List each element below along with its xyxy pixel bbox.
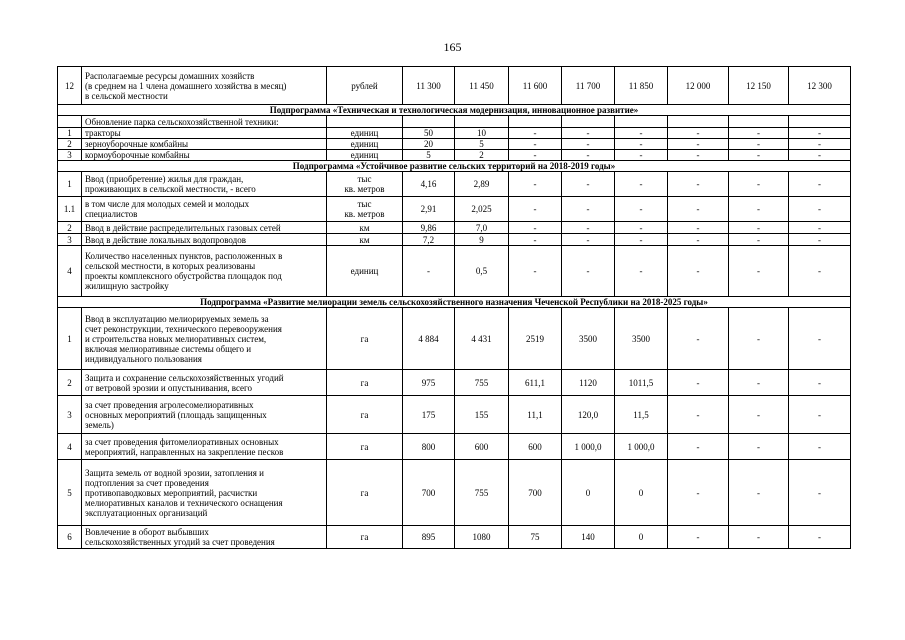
value-cell: -: [509, 234, 562, 246]
value-cell: -: [729, 128, 789, 139]
value-cell: -: [668, 396, 729, 434]
value-cell: 0: [562, 460, 615, 526]
value-cell: -: [729, 246, 789, 297]
value-cell: -: [562, 139, 615, 150]
value-cell: -: [509, 222, 562, 234]
value-cell: 895: [403, 526, 455, 549]
indicator-name: за счет проведения агролесомелиоративных основных мероприятий (площадь защищенных земель): [82, 396, 327, 434]
indicator-name: в том числе для молодых семей и молодых специалистов: [82, 197, 327, 222]
value-cell: [668, 116, 729, 128]
value-cell: 11 600: [509, 67, 562, 105]
table-row: [58, 128, 851, 139]
value-cell: 11 850: [615, 67, 668, 105]
value-cell: -: [789, 197, 851, 222]
indicator-name: Ввод (приобретение) жилья для граждан, проживающих в сельской местности, - всего: [82, 172, 327, 197]
value-cell: 12 150: [729, 67, 789, 105]
value-cell: -: [668, 370, 729, 396]
unit-cell: единиц: [327, 128, 403, 139]
indicator-name: Защита и сохранение сельскохозяйственных угодий от ветровой эрозии и опустынивания, всего: [82, 370, 327, 396]
value-cell: -: [729, 308, 789, 370]
value-cell: -: [562, 197, 615, 222]
value-cell: -: [789, 246, 851, 297]
value-cell: 7,0: [455, 222, 509, 234]
value-cell: -: [615, 197, 668, 222]
row-number: 2: [58, 370, 82, 396]
value-cell: -: [729, 150, 789, 161]
value-cell: -: [615, 128, 668, 139]
value-cell: [403, 116, 455, 128]
value-cell: 600: [509, 434, 562, 460]
value-cell: -: [668, 172, 729, 197]
value-cell: 611,1: [509, 370, 562, 396]
value-cell: 7,2: [403, 234, 455, 246]
value-cell: 11 300: [403, 67, 455, 105]
section-header-row: [58, 297, 851, 308]
indicators-table: [57, 66, 851, 549]
table-row: [58, 197, 851, 222]
value-cell: [562, 116, 615, 128]
value-cell: -: [789, 434, 851, 460]
value-cell: 755: [455, 370, 509, 396]
section-header-row: [58, 105, 851, 116]
value-cell: 2,025: [455, 197, 509, 222]
value-cell: 600: [455, 434, 509, 460]
row-number: 4: [58, 434, 82, 460]
value-cell: -: [729, 434, 789, 460]
table-row: [58, 460, 851, 526]
value-cell: 700: [403, 460, 455, 526]
value-cell: -: [668, 234, 729, 246]
value-cell: 755: [455, 460, 509, 526]
table-row: [58, 139, 851, 150]
value-cell: 2519: [509, 308, 562, 370]
value-cell: -: [729, 370, 789, 396]
value-cell: 1 000,0: [615, 434, 668, 460]
value-cell: -: [729, 197, 789, 222]
indicator-name: Количество населенных пунктов, расположенных в сельской местности, в которых реализованы проекты комплексного обустройства площадок под жилищную застройку: [82, 246, 327, 297]
value-cell: 700: [509, 460, 562, 526]
table-row: [58, 246, 851, 297]
indicator-name: Располагаемые ресурсы домашних хозяйств (в среднем на 1 члена домашнего хозяйства в месяц) в сельской местности: [82, 67, 327, 105]
table-row: [58, 434, 851, 460]
value-cell: 2,89: [455, 172, 509, 197]
indicator-name: Ввод в действие локальных водопроводов: [82, 234, 327, 246]
section-title: Подпрограмма «Устойчивое развитие сельских территорий на 2018-2019 годы»: [58, 161, 851, 172]
value-cell: 0: [615, 460, 668, 526]
value-cell: -: [729, 396, 789, 434]
value-cell: -: [668, 128, 729, 139]
section-header-row: [58, 161, 851, 172]
indicator-name: кормоуборочные комбайны: [82, 150, 327, 161]
value-cell: [615, 116, 668, 128]
indicator-name: тракторы: [82, 128, 327, 139]
value-cell: -: [789, 128, 851, 139]
value-cell: -: [789, 308, 851, 370]
value-cell: -: [562, 246, 615, 297]
row-number: 2: [58, 222, 82, 234]
value-cell: -: [562, 172, 615, 197]
value-cell: -: [668, 434, 729, 460]
table-row: [58, 150, 851, 161]
value-cell: -: [615, 234, 668, 246]
value-cell: 4,16: [403, 172, 455, 197]
unit-cell: га: [327, 526, 403, 549]
value-cell: -: [668, 139, 729, 150]
unit-cell: единиц: [327, 139, 403, 150]
value-cell: -: [562, 222, 615, 234]
value-cell: 975: [403, 370, 455, 396]
value-cell: 50: [403, 128, 455, 139]
table-row: [58, 222, 851, 234]
value-cell: -: [509, 172, 562, 197]
value-cell: -: [668, 460, 729, 526]
value-cell: 5: [403, 150, 455, 161]
value-cell: -: [789, 460, 851, 526]
value-cell: -: [729, 234, 789, 246]
value-cell: 3500: [615, 308, 668, 370]
value-cell: 0,5: [455, 246, 509, 297]
value-cell: -: [668, 246, 729, 297]
indicator-name: Ввод в действие распределительных газовых сетей: [82, 222, 327, 234]
value-cell: 140: [562, 526, 615, 549]
value-cell: -: [729, 222, 789, 234]
unit-cell: км: [327, 222, 403, 234]
unit-cell: тыс кв. метров: [327, 172, 403, 197]
value-cell: -: [668, 150, 729, 161]
table-row: [58, 234, 851, 246]
unit-cell: га: [327, 396, 403, 434]
table-row: [58, 308, 851, 370]
row-number: 6: [58, 526, 82, 549]
value-cell: -: [789, 222, 851, 234]
value-cell: 11 450: [455, 67, 509, 105]
value-cell: -: [562, 128, 615, 139]
value-cell: -: [615, 172, 668, 197]
value-cell: 10: [455, 128, 509, 139]
value-cell: -: [615, 139, 668, 150]
page-number: 165: [443, 40, 462, 54]
indicator-name: Защита земель от водной эрозии, затопления и подтопления за счет проведения противопаводковых мероприятий, расчистки мелиоративных каналов и технического оснащения эксплуатационных организаций: [82, 460, 327, 526]
value-cell: -: [668, 197, 729, 222]
table-body: [58, 67, 851, 549]
value-cell: -: [789, 150, 851, 161]
unit-cell: км: [327, 234, 403, 246]
value-cell: -: [509, 128, 562, 139]
value-cell: -: [668, 308, 729, 370]
indicator-name: Вовлечение в оборот выбывших сельскохозяйственных угодий за счет проведения: [82, 526, 327, 549]
unit-cell: га: [327, 460, 403, 526]
row-number: 12: [58, 67, 82, 105]
unit-cell: рублей: [327, 67, 403, 105]
value-cell: -: [729, 526, 789, 549]
indicator-name: за счет проведения фитомелиоративных основных мероприятий, направленных на закрепление песков: [82, 434, 327, 460]
value-cell: 11,1: [509, 396, 562, 434]
value-cell: 75: [509, 526, 562, 549]
row-number: 3: [58, 150, 82, 161]
value-cell: -: [789, 370, 851, 396]
row-number: 1: [58, 128, 82, 139]
section-title: Подпрограмма «Развитие мелиорации земель сельскохозяйственного назначения Чеченской Республики на 2018-2025 годы»: [58, 297, 851, 308]
value-cell: 4 431: [455, 308, 509, 370]
value-cell: 1 000,0: [562, 434, 615, 460]
value-cell: 2,91: [403, 197, 455, 222]
value-cell: 9,86: [403, 222, 455, 234]
value-cell: 175: [403, 396, 455, 434]
value-cell: 1080: [455, 526, 509, 549]
value-cell: 1011,5: [615, 370, 668, 396]
value-cell: -: [403, 246, 455, 297]
value-cell: -: [789, 234, 851, 246]
value-cell: -: [789, 172, 851, 197]
row-number: [58, 116, 82, 128]
unit-cell: единиц: [327, 150, 403, 161]
unit-cell: единиц: [327, 246, 403, 297]
row-number: 2: [58, 139, 82, 150]
value-cell: -: [789, 526, 851, 549]
value-cell: 12 300: [789, 67, 851, 105]
value-cell: 9: [455, 234, 509, 246]
value-cell: -: [729, 460, 789, 526]
unit-cell: [327, 116, 403, 128]
row-number: 3: [58, 396, 82, 434]
unit-cell: тыс кв. метров: [327, 197, 403, 222]
value-cell: 5: [455, 139, 509, 150]
table-row: [58, 370, 851, 396]
table-row: [58, 396, 851, 434]
indicator-name: зерноуборочные комбайны: [82, 139, 327, 150]
value-cell: -: [509, 197, 562, 222]
row-number: 1: [58, 172, 82, 197]
table-row: [58, 116, 851, 128]
value-cell: -: [562, 234, 615, 246]
value-cell: 12 000: [668, 67, 729, 105]
unit-cell: га: [327, 308, 403, 370]
value-cell: -: [509, 139, 562, 150]
indicator-name: Ввод в эксплуатацию мелиорируемых земель за счет реконструкции, технического перевооружения и строительства новых мелиоративных систем, включая мелиоративные системы общего и индивидуального пользования: [82, 308, 327, 370]
row-number: 3: [58, 234, 82, 246]
value-cell: [509, 116, 562, 128]
value-cell: -: [615, 246, 668, 297]
value-cell: -: [562, 150, 615, 161]
value-cell: -: [729, 172, 789, 197]
row-number: 4: [58, 246, 82, 297]
table-row: [58, 67, 851, 105]
value-cell: 20: [403, 139, 455, 150]
unit-cell: га: [327, 434, 403, 460]
value-cell: 4 884: [403, 308, 455, 370]
value-cell: 800: [403, 434, 455, 460]
value-cell: 11,5: [615, 396, 668, 434]
unit-cell: га: [327, 370, 403, 396]
row-number: 1: [58, 308, 82, 370]
value-cell: -: [668, 222, 729, 234]
value-cell: [455, 116, 509, 128]
row-number: 5: [58, 460, 82, 526]
indicator-name: Обновление парка сельскохозяйственной техники:: [82, 116, 327, 128]
value-cell: -: [509, 246, 562, 297]
table-row: [58, 526, 851, 549]
value-cell: [789, 116, 851, 128]
value-cell: 155: [455, 396, 509, 434]
value-cell: -: [509, 150, 562, 161]
value-cell: [729, 116, 789, 128]
value-cell: -: [668, 526, 729, 549]
value-cell: 2: [455, 150, 509, 161]
value-cell: 3500: [562, 308, 615, 370]
value-cell: -: [615, 222, 668, 234]
value-cell: 11 700: [562, 67, 615, 105]
value-cell: -: [789, 139, 851, 150]
value-cell: -: [615, 150, 668, 161]
row-number: 1.1: [58, 197, 82, 222]
table-row: [58, 172, 851, 197]
value-cell: 120,0: [562, 396, 615, 434]
value-cell: 0: [615, 526, 668, 549]
section-title: Подпрограмма «Техническая и технологическая модернизация, инновационное развитие»: [58, 105, 851, 116]
value-cell: 1120: [562, 370, 615, 396]
value-cell: -: [729, 139, 789, 150]
value-cell: -: [789, 396, 851, 434]
